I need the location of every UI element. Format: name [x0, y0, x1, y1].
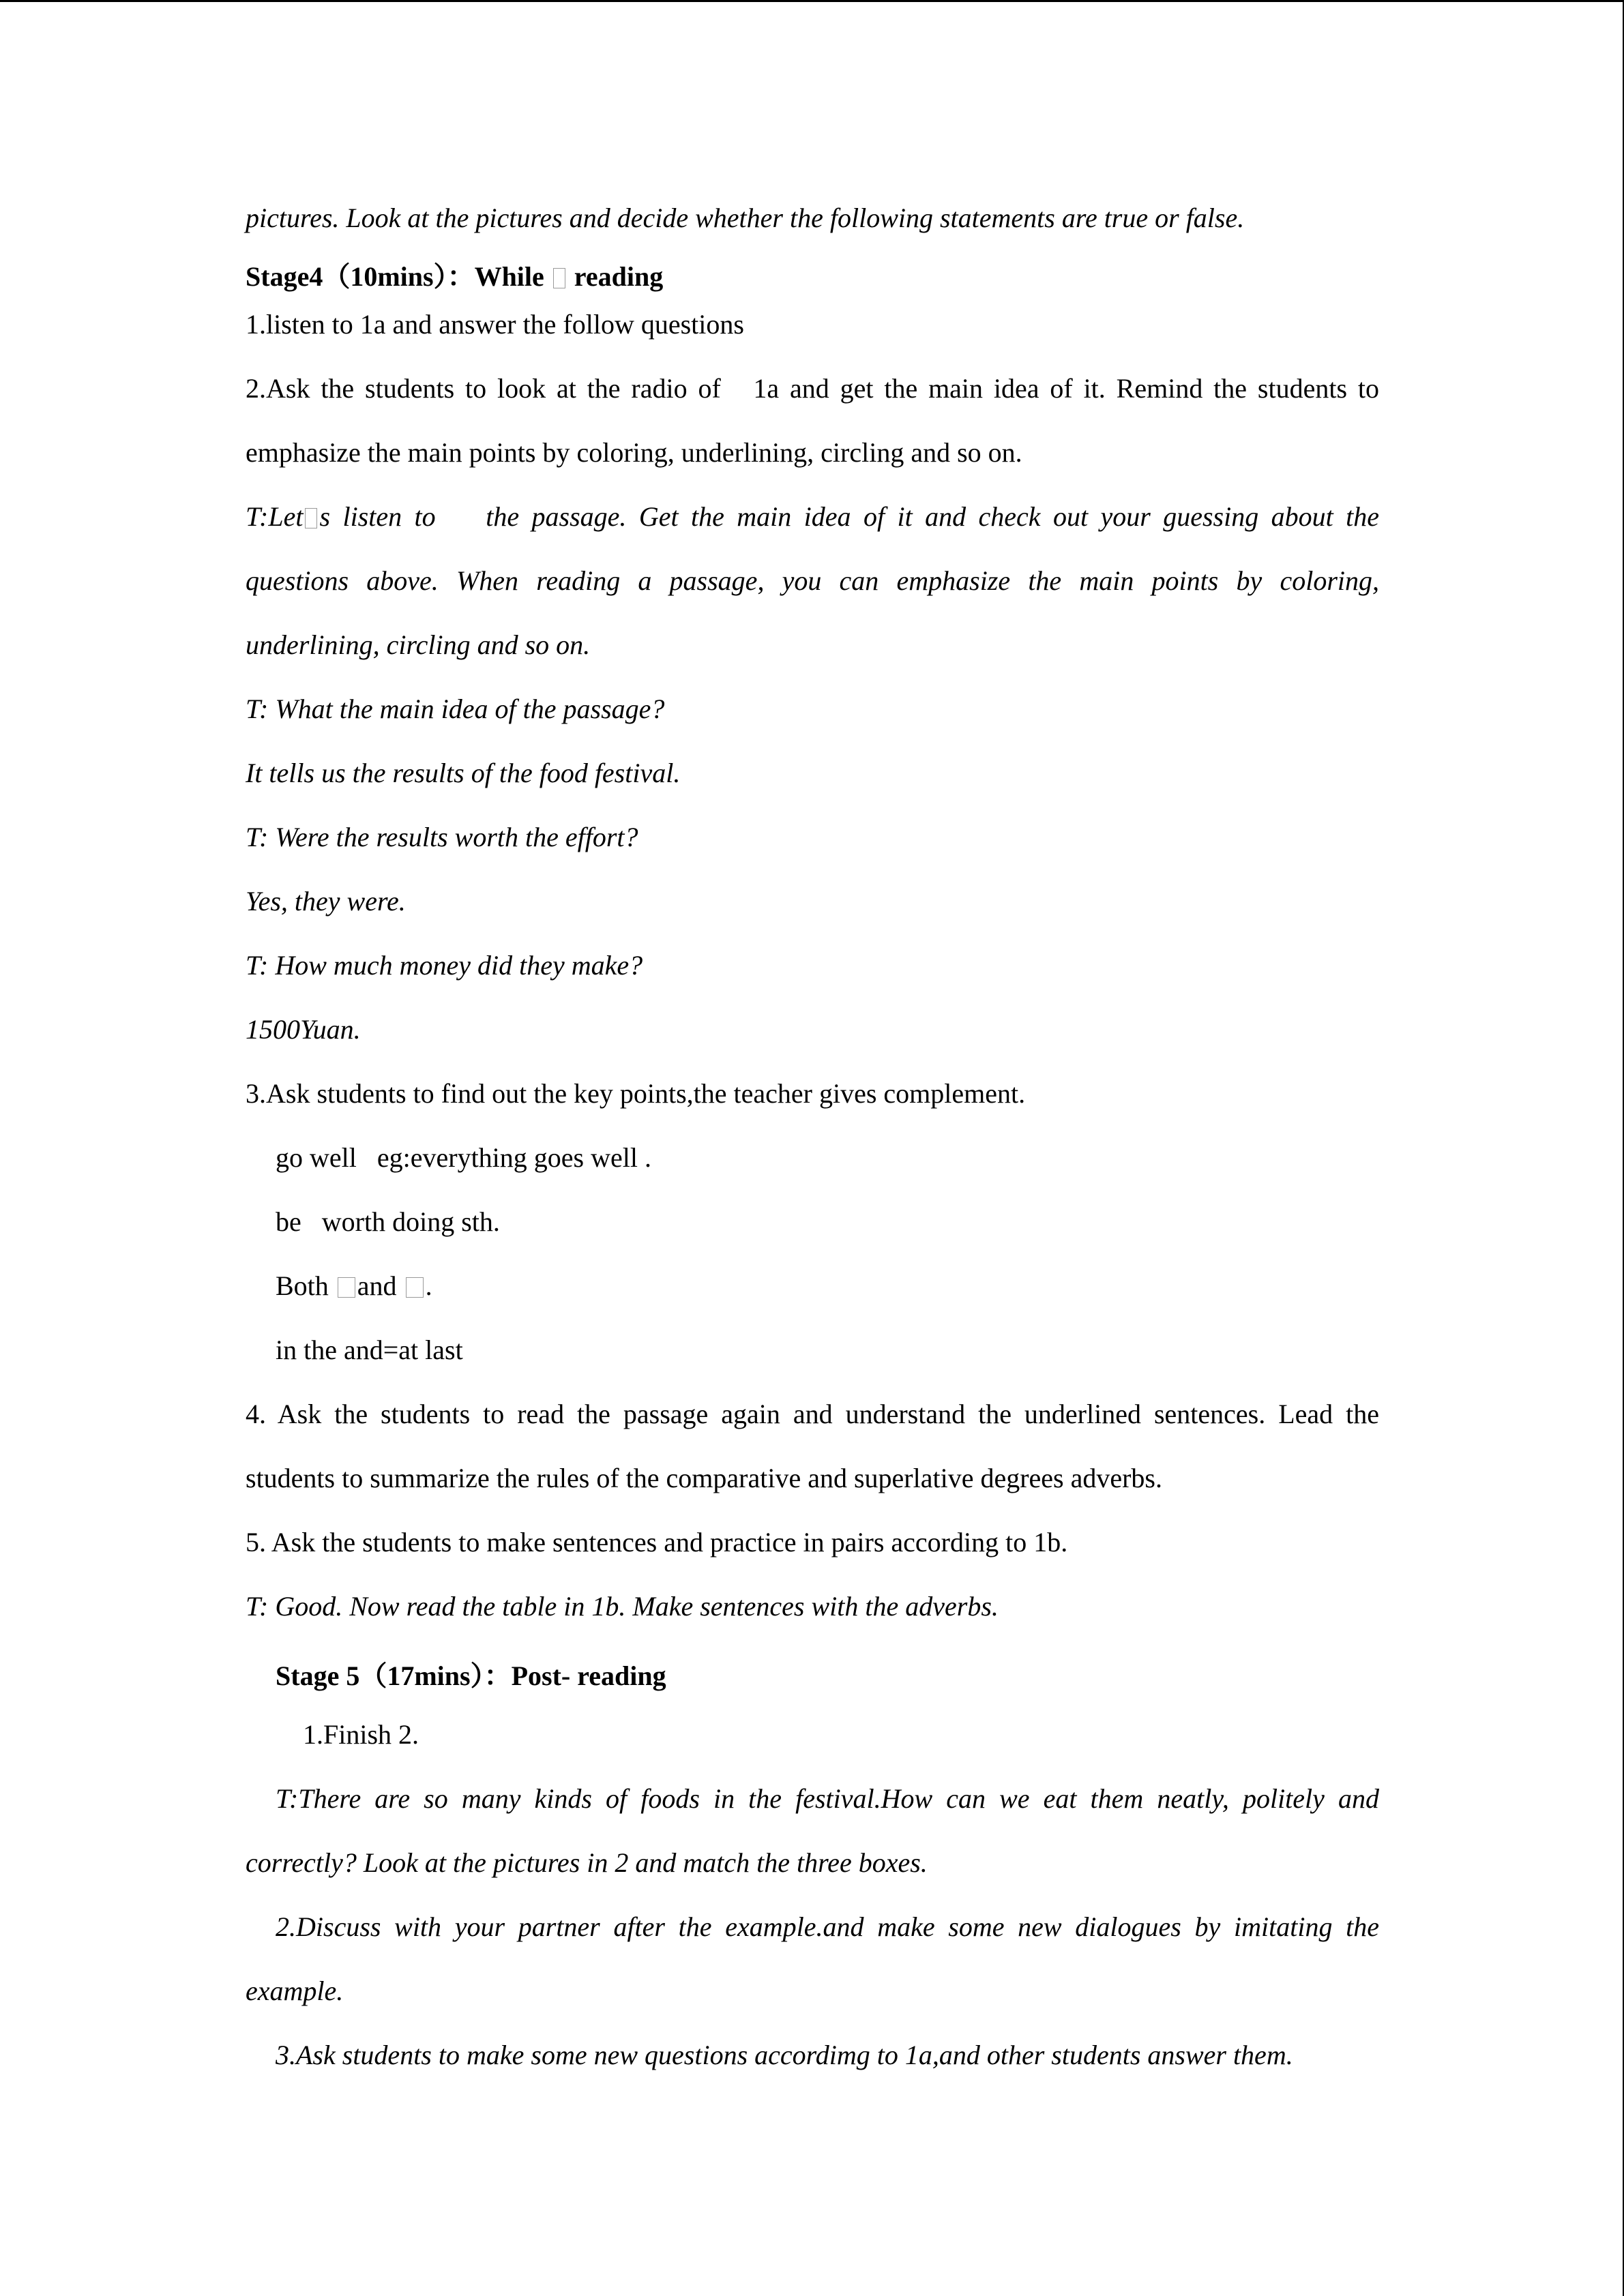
page-top-border — [0, 0, 1624, 2]
new-questions: 3.Ask students to make some new questions accordimg to 1a,and other students answer them. — [276, 2040, 1293, 2070]
missing-glyph-box — [553, 268, 565, 288]
key-point-both: Both — [276, 1270, 329, 1301]
stage4-heading-label: Stage4（10mins）：While — [246, 261, 544, 292]
step-5-sentences: 5. Ask the students to make sentences and practice in pairs according to 1b. — [246, 1527, 1068, 1557]
teacher-line-2: questions above. When reading a passage, you can emphasize the main points by coloring, — [246, 565, 1379, 596]
question-main-idea: T: What the main idea of the passage? — [246, 694, 665, 724]
key-point-both-and — [246, 1270, 432, 1302]
key-point-in-the-end: in the and=at last — [276, 1335, 463, 1365]
step-3-key-points: 3.Ask students to find out the key points,the teacher gives complement. — [246, 1078, 1026, 1109]
answer-money: 1500Yuan. — [246, 1014, 361, 1045]
missing-glyph-box — [305, 508, 317, 528]
blank-box — [406, 1277, 424, 1298]
finish-2: 1.Finish 2. — [303, 1719, 419, 1750]
discuss-line-1: 2.Discuss with your partner after the example.and make some new dialogues by imitating the — [276, 1911, 1379, 1942]
key-point-worth: be worth doing sth. — [276, 1206, 500, 1237]
step-1-listen: 1.listen to 1a and answer the follow questions — [246, 309, 744, 340]
step-4-line-2: students to summarize the rules of the comparative and superlative degrees adverbs. — [246, 1463, 1162, 1493]
key-point-and: and — [357, 1270, 397, 1301]
teacher-foods-line-2: correctly? Look at the pictures in 2 and match the three boxes. — [246, 1847, 928, 1878]
step-2-line-1: 2.Ask the students to look at the radio of 1a and get the main idea of it. Remind the students to — [246, 373, 1379, 404]
paragraph-line: pictures. Look at the pictures and decide whether the following statements are true or false. — [246, 203, 1245, 233]
answer-main-idea: It tells us the results of the food festival. — [246, 758, 681, 788]
question-money: T: How much money did they make? — [246, 950, 643, 981]
teacher-line-3: underlining, circling and so on. — [246, 629, 591, 660]
stage4-heading-reading: reading — [574, 261, 664, 292]
step-2-line-2: emphasize the main points by coloring, underlining, circling and so on. — [246, 437, 1022, 468]
discuss-line-2: example. — [246, 1976, 344, 2006]
key-point-period: . — [425, 1270, 432, 1301]
key-point-go-well: go well eg:everything goes well . — [276, 1142, 651, 1173]
blank-box — [338, 1277, 355, 1298]
question-results: T: Were the results worth the effort? — [246, 822, 638, 852]
answer-results: Yes, they were. — [246, 886, 406, 916]
step-4-line-1: 4. Ask the students to read the passage again and understand the underlined sentences. Lead the — [246, 1399, 1379, 1429]
teacher-line-1-a: T:Let — [246, 501, 304, 532]
teacher-foods-line-1: T:There are so many kinds of foods in the festival.How can we eat them neatly, politely and — [276, 1783, 1379, 1814]
teacher-line-1 — [246, 501, 1379, 533]
teacher-adverbs: T: Good. Now read the table in 1b. Make sentences with the adverbs. — [246, 1591, 999, 1622]
teacher-line-1-b: s listen to the passage. Get the main idea of it and check out your guessing about the — [319, 501, 1379, 532]
stage4-heading — [246, 255, 663, 294]
stage5-heading: Stage 5（17mins）：Post- reading — [276, 1660, 666, 1691]
